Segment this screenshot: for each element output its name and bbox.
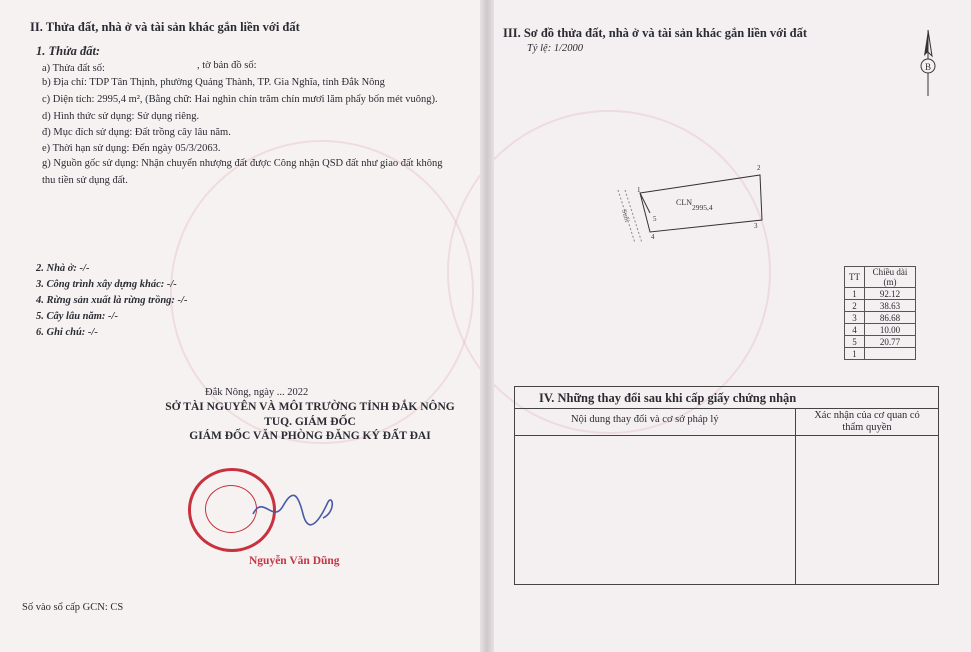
svg-text:2: 2	[757, 164, 761, 172]
map-sheet-number: , tờ bản đồ số:	[197, 60, 257, 71]
signature	[248, 484, 338, 534]
usage-form: d) Hình thức sử dụng: Sử dụng riêng.	[42, 111, 200, 122]
usage-term: e) Thời hạn sử dụng: Đến ngày 05/3/2063.	[42, 143, 221, 154]
svg-text:1: 1	[637, 186, 641, 194]
table-row: 1 92.12	[845, 288, 916, 300]
usage-purpose: đ) Mục đích sử dụng: Đất trồng cây lâu năm.	[42, 127, 231, 138]
perennial-section: 5. Cây lâu năm: -/-	[36, 311, 118, 322]
table-row: 2 38.63	[845, 300, 916, 312]
changes-col-confirm: Xác nhận của cơ quan có thẩm quyền	[814, 410, 920, 433]
forest-section: 4. Rừng sản xuất là rừng trồng: -/-	[36, 295, 188, 306]
usage-origin: g) Nguồn gốc sử dụng: Nhận chuyển nhượng đất được Công nhận QSD đất như giao đất không	[42, 158, 443, 169]
page-fold	[480, 0, 494, 652]
house-section: 2. Nhà ở: -/-	[36, 263, 90, 274]
plot-land-type: CLN	[676, 198, 692, 207]
parcel-diagram	[600, 155, 790, 250]
changes-col-content: Nội dung thay đổi và cơ sở pháp lý	[571, 414, 719, 425]
north-label: B	[924, 62, 932, 72]
table-header: Chiều dài (m)	[865, 267, 916, 288]
north-arrow-icon	[914, 28, 942, 98]
svg-text:4: 4	[651, 233, 655, 241]
changes-table	[514, 386, 939, 585]
registry-number: Số vào sổ cấp GCN: CS	[22, 602, 124, 613]
parcel-number: a) Thửa đất số:	[42, 63, 105, 74]
table-row: 4 10.00	[845, 324, 916, 336]
section-iii-title: III. Sơ đồ thửa đất, nhà ở và tài sản khác gắn liền với đất	[503, 26, 808, 40]
org-line-2: TUQ. GIÁM ĐỐC	[264, 416, 356, 428]
scale: Tỷ lệ: 1/2000	[527, 43, 583, 54]
notes-section: 6. Ghi chú: -/-	[36, 327, 98, 338]
org-line-3: GIÁM ĐỐC VĂN PHÒNG ĐĂNG KÝ ĐẤT ĐAI	[189, 430, 431, 442]
signing-date: Đắk Nông, ngày ... 2022	[205, 387, 309, 398]
signer-name: Nguyễn Văn Dũng	[249, 555, 340, 567]
table-header: TT	[845, 267, 865, 288]
other-construction-section: 3. Công trình xây dựng khác: -/-	[36, 279, 177, 290]
org-line-1: SỞ TÀI NGUYÊN VÀ MÔI TRƯỜNG TỈNH ĐẮK NÔNG	[165, 401, 455, 413]
land-heading: 1. Thửa đất:	[36, 44, 101, 58]
edge-length-table	[844, 266, 916, 360]
svg-text:5: 5	[653, 215, 657, 223]
address: b) Địa chỉ: TDP Tân Thịnh, phường Quảng Thành, TP. Gia Nghĩa, tỉnh Đắk Nông	[42, 77, 385, 88]
road-label: Suối	[620, 208, 632, 223]
table-row: 1	[845, 348, 916, 360]
table-row: 3 86.68	[845, 312, 916, 324]
plot-area: 2995,4	[692, 203, 713, 212]
changes-title: IV. Những thay đổi sau khi cấp giấy chứng nhận	[539, 391, 797, 405]
section-ii-title: II. Thửa đất, nhà ở và tài sản khác gắn liền với đất	[30, 20, 300, 34]
area: c) Diện tích: 2995,4 m², (Bằng chữ: Hai nghìn chín trăm chín mươi lăm phẩy bốn mét vuông).	[42, 94, 438, 105]
background-seal	[170, 140, 474, 444]
usage-origin-cont: thu tiền sử dụng đất.	[42, 175, 128, 186]
table-row: 5 20.77	[845, 336, 916, 348]
svg-text:3: 3	[754, 222, 758, 230]
